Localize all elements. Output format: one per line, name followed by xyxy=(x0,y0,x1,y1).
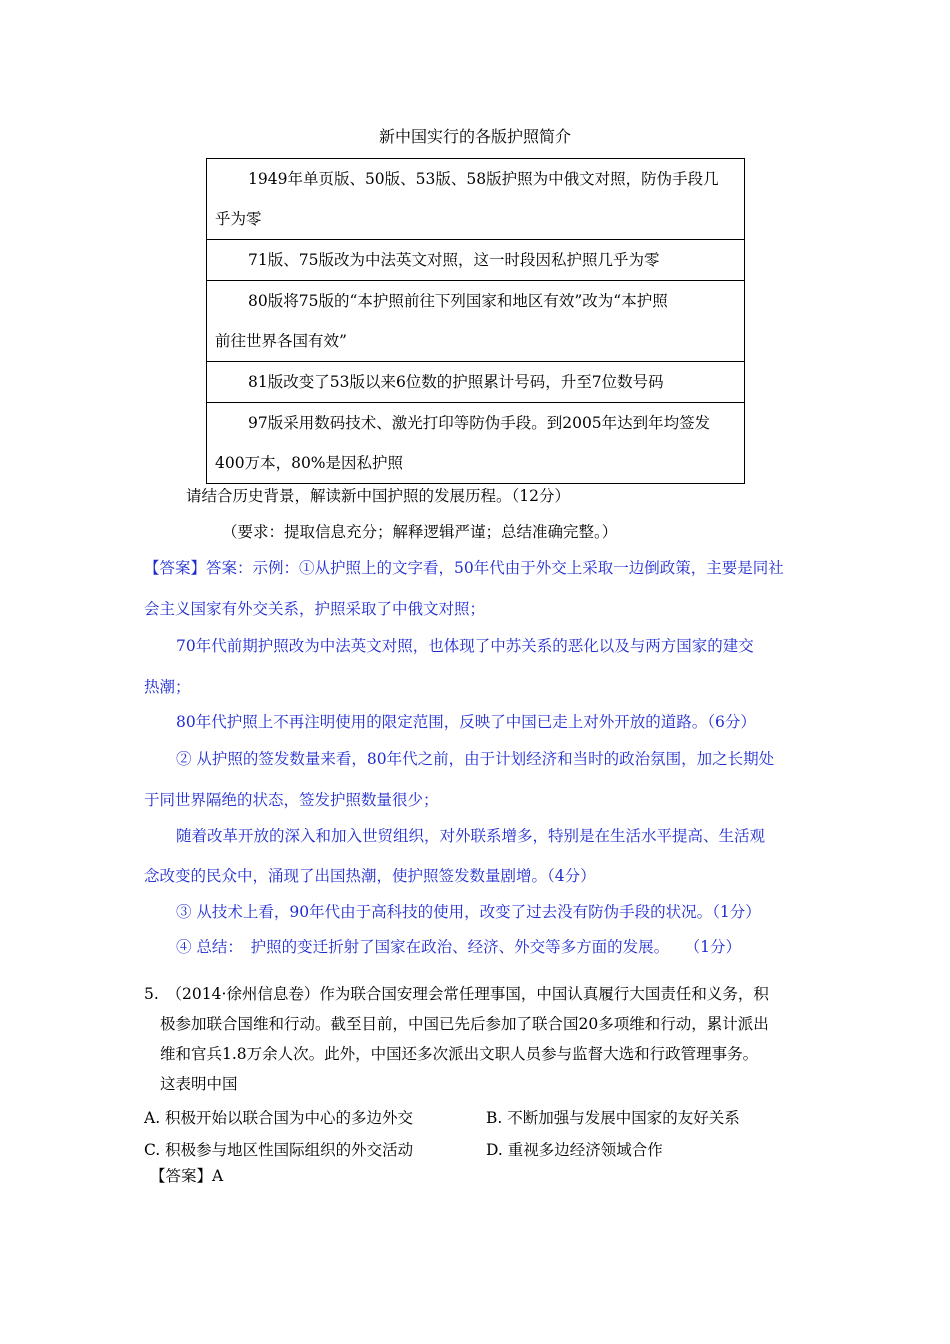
answer-line: 热潮； xyxy=(144,678,191,696)
table-row: 71版、75版改为中法英文对照，这一时段因私护照几乎为零 xyxy=(207,240,745,281)
question-5-line: 5. （2014·徐州信息卷）作为联合国安理会常任理事国，中国认真履行大国责任和义务，积 xyxy=(144,985,769,1003)
option-a: A. 积极开始以联合国为中心的多边外交 xyxy=(144,1109,414,1127)
question-5-answer: 【答案】A xyxy=(150,1167,224,1185)
answer-line: 【答案】答案：示例：①从护照上的文字看，50年代由于外交上采取一边倒政策，主要是同社 xyxy=(144,559,784,577)
answer-line: 70年代前期护照改为中法英文对照，也体现了中苏关系的恶化以及与两方国家的建交 xyxy=(176,637,754,655)
answer-line: 随着改革开放的深入和加入世贸组织，对外联系增多，特别是在生活水平提高、生活观 xyxy=(176,827,766,845)
question-5-line: 维和官兵1.8万余人次。此外，中国还多次派出文职人员参与监督大选和行政管理事务。 xyxy=(160,1045,759,1063)
table-row: 97版采用数码技术、激光打印等防伪手段。到2005年达到年均签发 400万本，80%是因私护照 xyxy=(207,403,745,484)
question-prompt: 请结合历史背景，解读新中国护照的发展历程。（12分） xyxy=(186,487,570,505)
question-5-line: 这表明中国 xyxy=(160,1075,238,1093)
answer-line: ③ 从技术上看，90年代由于高科技的使用，改变了过去没有防伪手段的状况。（1分） xyxy=(176,903,761,921)
answer-line: 会主义国家有外交关系，护照采取了中俄文对照； xyxy=(144,600,486,618)
requirement-note: （要求：提取信息充分；解释逻辑严谨；总结准确完整。） xyxy=(222,523,618,541)
option-c: C. 积极参与地区性国际组织的外交活动 xyxy=(144,1141,414,1159)
table-row: 1949年单页版、50版、53版、58版护照为中俄文对照，防伪手段几 乎为零 xyxy=(207,159,745,240)
question-5-line: 极参加联合国维和行动。截至目前，中国已先后参加了联合国20多项维和行动，累计派出 xyxy=(160,1015,769,1033)
answer-line: 80年代护照上不再注明使用的限定范围，反映了中国已走上对外开放的道路。（6分） xyxy=(176,713,756,731)
table-row: 81版改变了53版以来6位数的护照累计号码，升至7位数号码 xyxy=(207,362,745,403)
option-d: D. 重视多边经济领域合作 xyxy=(486,1141,663,1159)
answer-line: 念改变的民众中，涌现了出国热潮，使护照签发数量剧增。（4分） xyxy=(144,867,596,885)
answer-line: 于同世界隔绝的状态，签发护照数量很少； xyxy=(144,791,439,809)
answer-line: ② 从护照的签发数量来看，80年代之前，由于计划经济和当时的政治氛围，加之长期处 xyxy=(176,750,775,768)
option-b: B. 不断加强与发展中国家的友好关系 xyxy=(486,1109,740,1127)
table-title: 新中国实行的各版护照简介 xyxy=(378,127,571,146)
passport-table xyxy=(206,158,745,484)
answer-line: ④ 总结： 护照的变迁折射了国家在政治、经济、外交等多方面的发展。 （1分） xyxy=(176,938,742,956)
table-row: 80版将75版的“本护照前往下列国家和地区有效”改为“本护照 前往世界各国有效” xyxy=(207,281,745,362)
